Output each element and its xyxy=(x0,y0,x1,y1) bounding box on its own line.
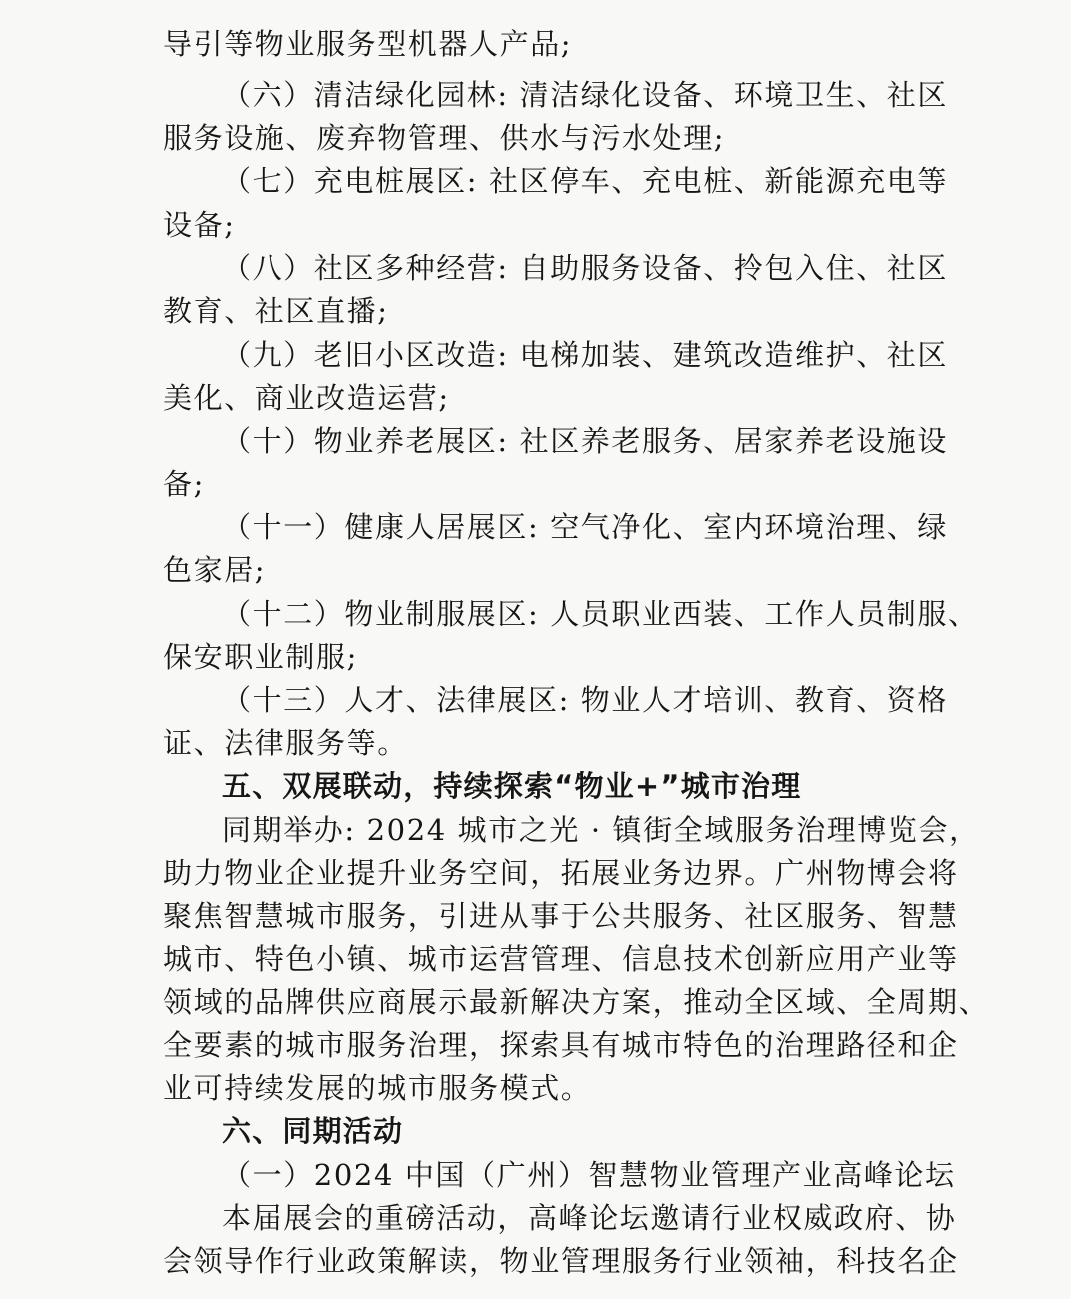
text-line: 教育、社区直播; xyxy=(163,294,389,328)
text-line: 保安职业制服; xyxy=(163,640,358,674)
text-line: 助力物业企业提升业务空间，拓展业务边界。广州物博会将 xyxy=(163,856,959,890)
text-line: 业可持续发展的城市服务模式。 xyxy=(163,1071,592,1105)
section-heading: 六、同期活动 xyxy=(222,1114,404,1148)
text-line: （十二）物业制服展区: 人员职业西装、工作人员制服、 xyxy=(222,597,979,631)
text-line: （九）老旧小区改造: 电梯加装、建筑改造维护、社区 xyxy=(222,338,948,372)
text-line: （八）社区多种经营: 自助服务设备、拎包入住、社区 xyxy=(222,251,948,285)
text-line: 领域的品牌供应商展示最新解决方案，推动全区域、全周期、 xyxy=(163,985,990,1019)
text-line: （七）充电桩展区: 社区停车、充电桩、新能源充电等 xyxy=(222,164,948,198)
text-line: 服务设施、废弃物管理、供水与污水处理; xyxy=(163,121,726,155)
section-heading: 五、双展联动，持续探索“物业+”城市治理 xyxy=(222,769,802,803)
text-line: 设备; xyxy=(163,208,236,242)
text-line: 证、法律服务等。 xyxy=(163,726,408,760)
subsection-title: （一）2024 中国（广州）智慧物业管理产业高峰论坛 xyxy=(222,1158,956,1192)
text-line: （十三）人才、法律展区: 物业人才培训、教育、资格 xyxy=(222,683,948,717)
text-line: 美化、商业改造运营; xyxy=(163,381,450,415)
text-line: 本届展会的重磅活动，高峰论坛邀请行业权威政府、协 xyxy=(222,1201,957,1235)
text-line: 备; xyxy=(163,467,205,501)
text-line: （六）清洁绿化园林: 清洁绿化设备、环境卫生、社区 xyxy=(222,78,948,112)
text-line: （十一）健康人居展区: 空气净化、室内环境治理、绿 xyxy=(222,510,948,544)
text-line: 会领导作行业政策解读，物业管理服务行业领袖，科技名企 xyxy=(163,1244,959,1278)
text-line: 全要素的城市服务治理，探索具有城市特色的治理路径和企 xyxy=(163,1028,959,1062)
text-line: 城市、特色小镇、城市运营管理、信息技术创新应用产业等 xyxy=(163,942,959,976)
text-line: 聚焦智慧城市服务，引进从事于公共服务、社区服务、智慧 xyxy=(163,899,959,933)
text-line: 同期举办: 2024 城市之光 · 镇街全域服务治理博览会， xyxy=(222,813,980,847)
text-line: 色家居; xyxy=(163,553,267,587)
text-line: （十）物业养老展区: 社区养老服务、居家养老设施设 xyxy=(222,424,948,458)
text-line: 导引等物业服务型机器人产品; xyxy=(163,27,573,61)
